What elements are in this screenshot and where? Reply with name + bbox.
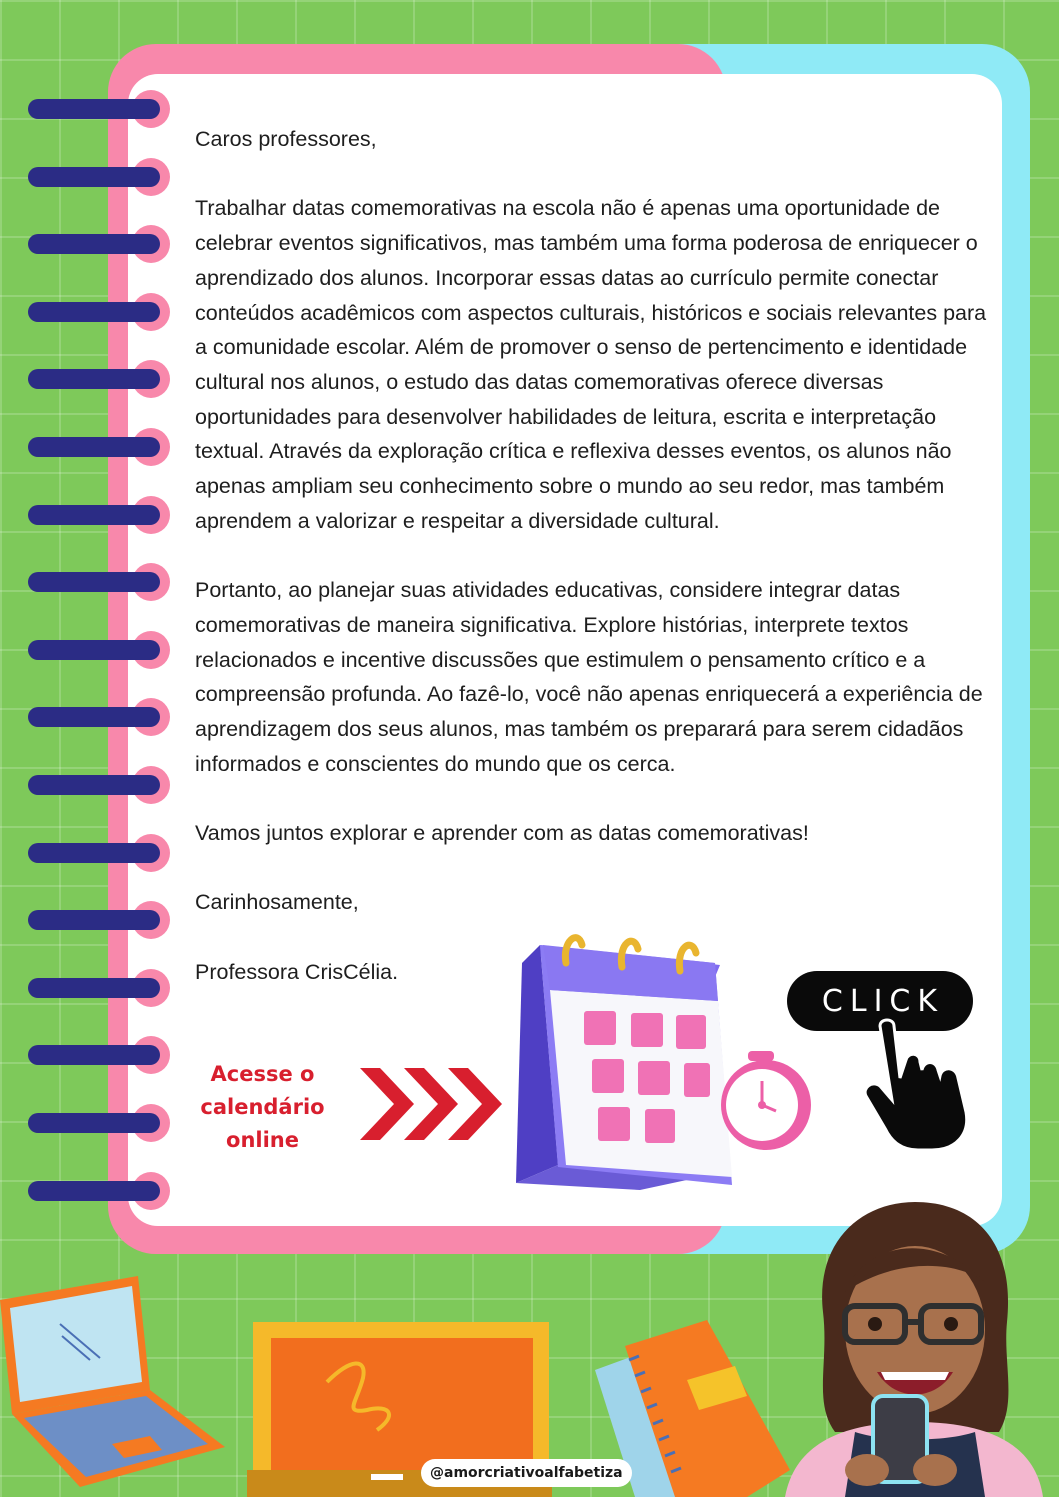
laptop-illustration — [0, 1272, 225, 1497]
social-handle-badge: @amorcriativoalfabetiza — [421, 1459, 632, 1487]
spiral-ring — [28, 707, 160, 727]
spiral-ring — [28, 978, 160, 998]
cta-line-3: online — [226, 1128, 299, 1152]
pointing-hand-icon — [860, 1016, 975, 1151]
spiral-ring — [28, 910, 160, 930]
spiral-ring — [28, 775, 160, 795]
spiral-ring — [28, 1045, 160, 1065]
letter-paragraph-1: Trabalhar datas comemorativas na escola não é apenas uma oportunidade de celebrar eventos significativos, mas também uma forma poderosa de enriquecer o aprendizado dos alunos. Incorporar essas datas ao currículo permite conectar conteúdos acadêmicos com aspectos culturais, históricos e sociais relevantes para a comunidade escolar. Além de promover o senso de pertencimento e identidade cultural nos alunos, o estudo das datas comemorativas oferece diversas oportunidades para desenvolver habilidades de leitura, escrita e interpretação textual. Através da exploração crítica e reflexiva desses eventos, os alunos não apenas ampliam seu conhecimento sobre o mundo ao seu redor, mas também aprendem a valorizar e respeitar a diversidade cultural. — [195, 196, 987, 533]
spiral-ring — [28, 1181, 160, 1201]
teacher-avatar — [785, 1202, 1043, 1497]
letter-signature: Professora CrisCélia. — [195, 959, 399, 984]
letter-sign-off: Carinhosamente, — [195, 890, 359, 915]
spiral-ring — [28, 369, 160, 389]
spiral-ring — [28, 167, 160, 187]
spiral-ring — [28, 1113, 160, 1133]
cta-line-2: calendário — [200, 1095, 325, 1119]
spiral-ring — [28, 843, 160, 863]
triple-chevron-arrow-icon — [356, 1064, 506, 1144]
calendar-link-text[interactable] — [190, 1058, 335, 1157]
calendar-clock-illustration[interactable] — [510, 915, 815, 1200]
letter-greeting: Caros professores, — [195, 127, 377, 151]
spiral-ring — [28, 437, 160, 457]
spiral-ring — [28, 234, 160, 254]
spiral-ring — [28, 99, 160, 119]
spiral-ring — [28, 572, 160, 592]
spiral-ring — [28, 640, 160, 660]
spiral-ring — [28, 302, 160, 322]
cta-line-1: Acesse o — [210, 1062, 315, 1086]
click-button[interactable]: CLICK — [787, 971, 973, 1031]
spiral-ring — [28, 505, 160, 525]
letter-body — [195, 122, 990, 1024]
letter-closing-line: Vamos juntos explorar e aprender com as datas comemorativas! — [195, 821, 809, 846]
letter-paragraph-2: Portanto, ao planejar suas atividades educativas, considere integrar datas comemorativas de maneira significativa. Explore histórias, interprete textos relacionados e incentive discussões que estimulem o pensamento crítico e a compreensão profunda. Ao fazê-lo, você não apenas enriquecerá a experiência de aprendizagem dos seus alunos, mas também os preparará para serem cidadãos informados e conscientes do mundo que os cerca. — [195, 578, 983, 776]
